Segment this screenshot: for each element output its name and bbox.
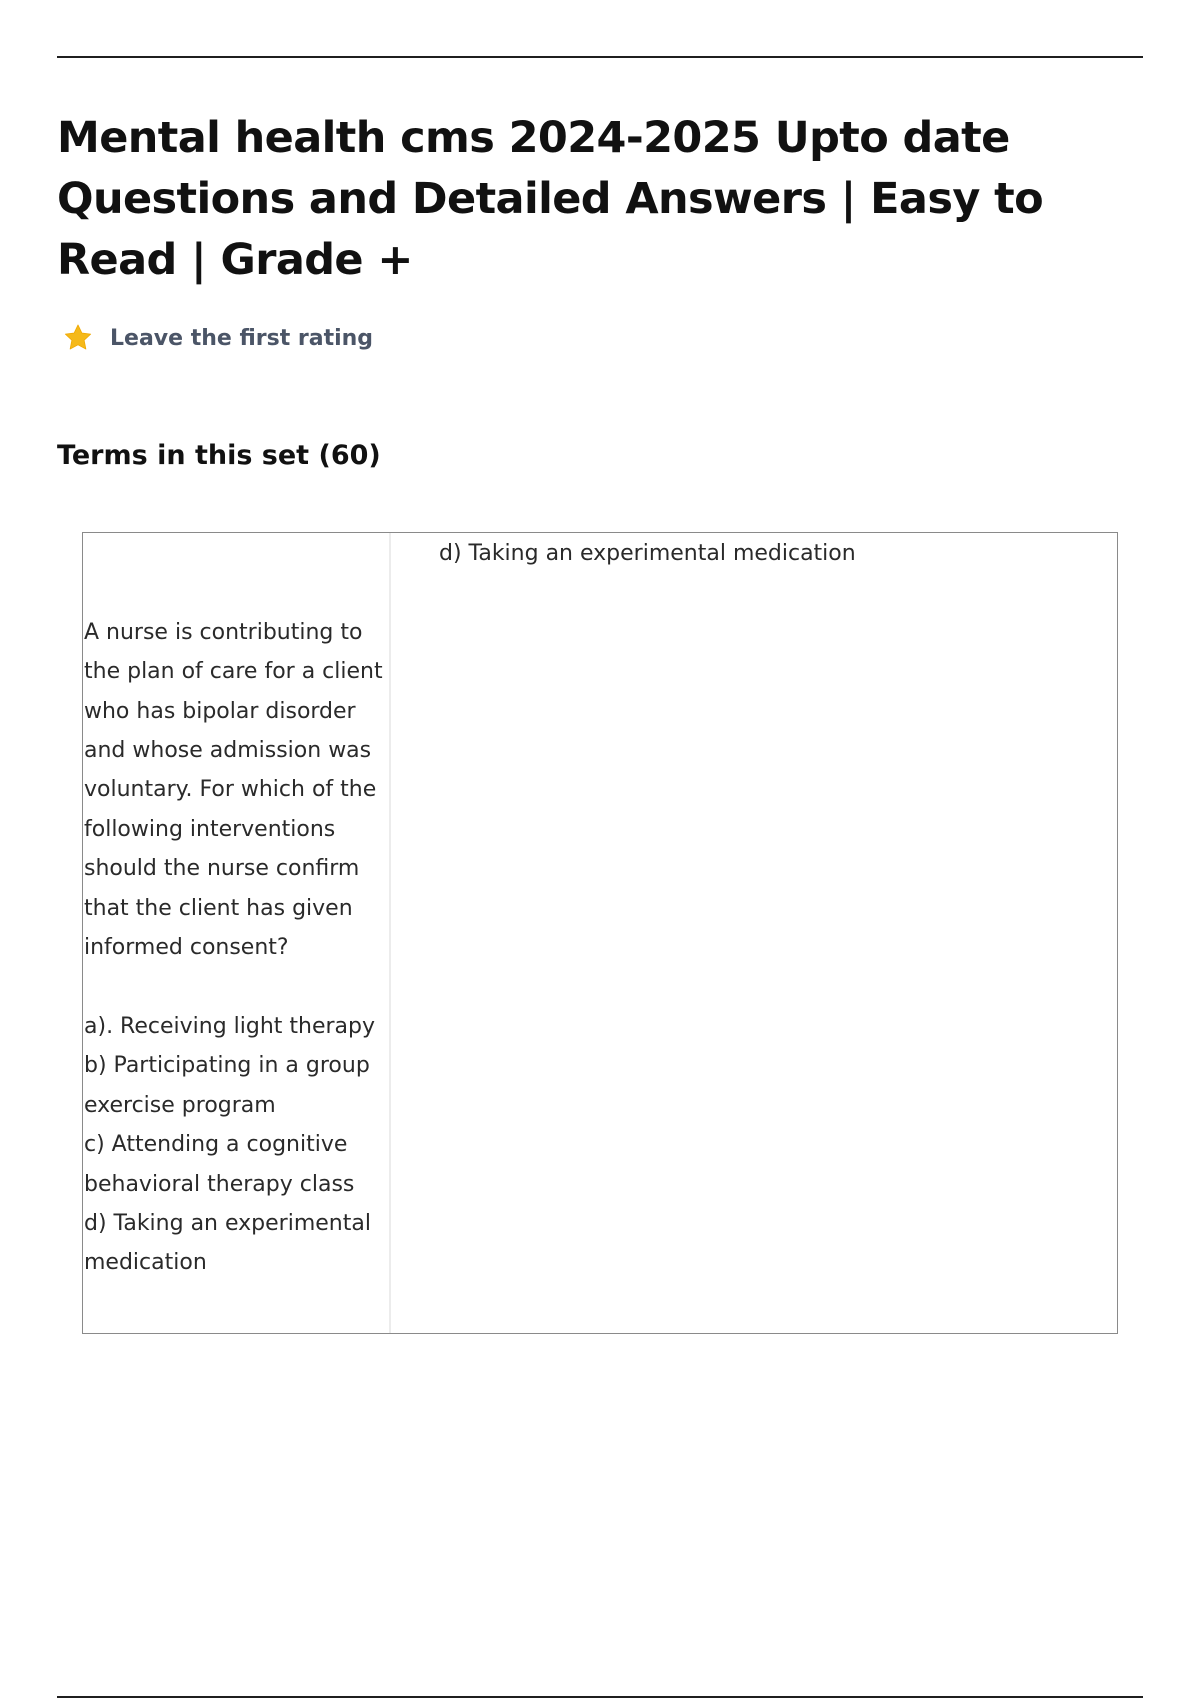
card-term (83, 533, 391, 1333)
rating-link[interactable] (62, 320, 373, 356)
card-definition-text: d) Taking an experimental medication (439, 541, 856, 566)
flashcard (82, 532, 1118, 1334)
rating-label: Leave the first rating (110, 325, 374, 351)
page-title: Mental health cms 2024-2025 Upto date Questions and Detailed Answers | Easy to Read | Grade + (57, 113, 1044, 285)
card-definition (391, 533, 1117, 1333)
star-icon (62, 322, 94, 354)
top-divider (57, 56, 1143, 58)
card-term-text: A nurse is contributing to the plan of care for a client who has bipolar disorder and whose admission was voluntary. For which of the following interventions should the nurse confirm that the client has given informed consent? a). Receiving light therapy b) Participating in a group exercise program c) Attending a cognitive behavioral therapy class d) Taking an experimental medication (84, 619, 383, 1276)
bottom-divider (57, 1696, 1143, 1698)
terms-count-heading: Terms in this set (60) (57, 440, 381, 471)
